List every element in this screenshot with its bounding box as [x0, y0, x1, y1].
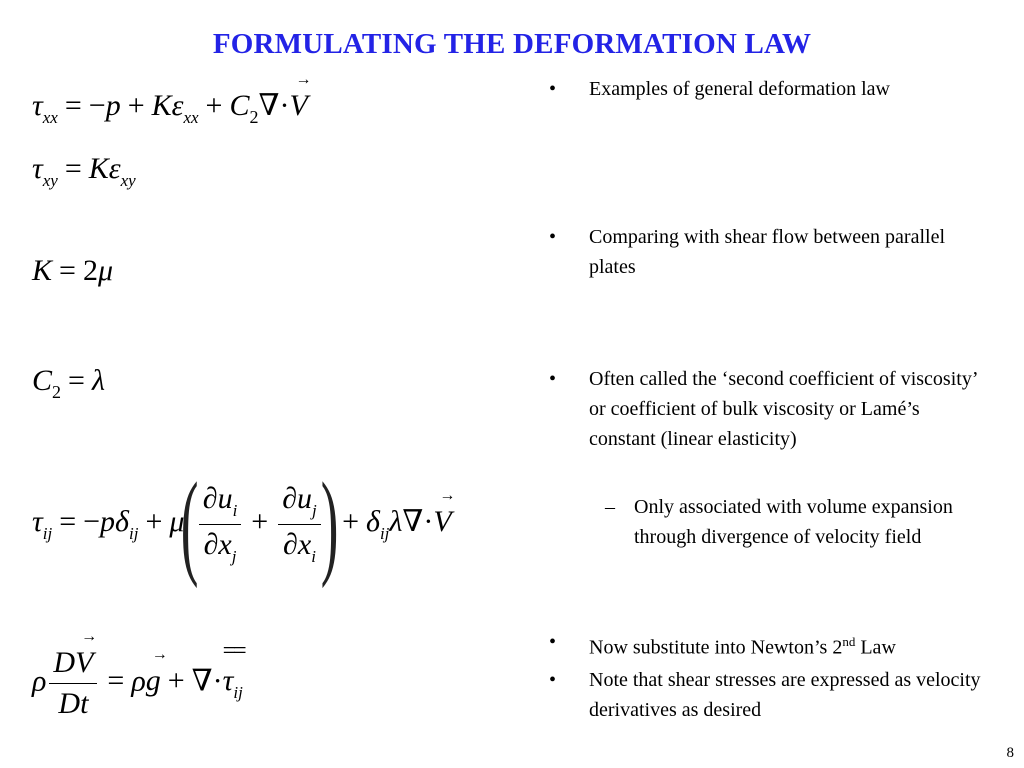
- eq-operator: ·: [423, 504, 434, 538]
- equation-normal-stress: [32, 88, 308, 128]
- partial-symbol: ∂: [203, 527, 219, 561]
- bullet-marker: •: [549, 669, 557, 691]
- eq-symbol: K: [32, 254, 53, 287]
- eq-symbol: τ: [32, 152, 43, 185]
- bullet-item: [549, 627, 1009, 663]
- eq-subscript: j: [312, 500, 317, 520]
- partial-symbol: ∂: [202, 481, 218, 515]
- fraction-dv-dt: [49, 646, 97, 721]
- page-number: 8: [1006, 745, 1014, 761]
- eq-subscript: ij: [379, 523, 390, 543]
- eq-operator: =: [64, 152, 82, 185]
- slide-title: FORMULATING THE DEFORMATION LAW: [212, 28, 812, 60]
- numerator: [278, 482, 321, 524]
- eq-symbol: ρ: [131, 664, 146, 698]
- eq-subscript: ij: [42, 523, 53, 543]
- bullet-text: Often called the ‘second coefficient of viscosity’ or coefficient of bulk viscosity or Lamé’s constant (linear elasticity): [589, 368, 977, 450]
- eq-symbol: τ: [222, 664, 234, 698]
- sub-bullet-marker: –: [605, 496, 615, 518]
- eq-symbol: C: [229, 89, 250, 122]
- eq-symbol: u: [217, 481, 233, 515]
- eq-symbol: λ: [389, 504, 403, 538]
- eq-subscript: ij: [129, 523, 139, 543]
- bullet-text: Comparing with shear flow between parallel plates: [589, 226, 945, 278]
- eq-symbol: x: [218, 527, 232, 561]
- bullet-item: [549, 364, 999, 454]
- bullet-marker: •: [549, 226, 557, 248]
- eq-subscript: i: [232, 500, 238, 520]
- ordinal-superscript: nd: [842, 634, 856, 649]
- denominator: [278, 524, 321, 567]
- bullet-item: [549, 665, 999, 725]
- equation-newtons-law: [32, 638, 244, 721]
- tensor-overbar: ==: [222, 638, 244, 665]
- eq-operator: =: [107, 664, 125, 698]
- eq-symbol: p: [105, 89, 121, 122]
- bullet-text: Note that shear stresses are expressed as velocity derivatives as desired: [589, 669, 981, 721]
- eq-symbol: τ: [32, 89, 43, 122]
- denominator: [199, 524, 242, 567]
- stress-tensor-symbol: [222, 638, 244, 703]
- eq-symbol: τ: [32, 504, 43, 538]
- eq-subscript: 2: [52, 382, 62, 402]
- velocity-vector: → V: [75, 646, 93, 680]
- eq-operator: +: [342, 504, 359, 538]
- bullet-text: [549, 627, 1009, 663]
- eq-symbol: λ: [91, 364, 105, 397]
- bullet-item: [549, 222, 989, 282]
- eq-symbol: ε: [108, 152, 121, 185]
- bullet-marker: •: [549, 368, 557, 390]
- eq-operator: ·: [212, 664, 223, 698]
- eq-symbol: ε: [171, 89, 184, 122]
- eq-operator: −: [88, 89, 106, 122]
- eq-operator: +: [145, 504, 163, 538]
- eq-operator: =: [68, 364, 85, 397]
- eq-subscript: xx: [42, 108, 58, 127]
- eq-operator: =: [64, 89, 82, 122]
- bullet-text-main: Now substitute into Newton’s 2: [589, 636, 843, 659]
- eq-symbol: K: [151, 89, 172, 122]
- eq-operator: =: [59, 254, 76, 287]
- eq-operator: +: [205, 89, 223, 122]
- eq-symbol: D: [53, 646, 76, 679]
- eq-symbol: K: [88, 152, 109, 185]
- partial-symbol: ∂: [283, 527, 298, 561]
- left-paren: (: [181, 458, 199, 589]
- eq-subscript: j: [231, 546, 237, 566]
- eq-operator: −: [83, 504, 101, 538]
- numerator: [49, 646, 97, 683]
- eq-operator: +: [127, 89, 145, 122]
- eq-symbol: x: [297, 527, 312, 561]
- eq-subscript: xx: [183, 108, 199, 127]
- denominator: Dt: [49, 683, 97, 721]
- bullet-text-tail: Law: [855, 636, 896, 659]
- equation-k-mu: [32, 254, 113, 288]
- eq-symbol: δ: [366, 504, 380, 538]
- numerator: [199, 482, 242, 524]
- fraction-dui-dxj: [199, 482, 242, 567]
- equation-shear-stress: [32, 152, 136, 191]
- eq-subscript: 2: [249, 107, 259, 127]
- eq-subscript: xy: [42, 171, 58, 190]
- gravity-vector: → g: [146, 664, 161, 698]
- eq-operator: +: [167, 664, 185, 698]
- nabla-symbol: ∇: [191, 664, 213, 698]
- right-paren: ): [320, 458, 339, 589]
- eq-operator: +: [251, 504, 269, 538]
- bullet-marker: •: [549, 78, 557, 100]
- bullet-marker: •: [549, 631, 557, 653]
- eq-symbol: ρ: [32, 664, 47, 698]
- partial-symbol: ∂: [282, 481, 298, 515]
- nabla-symbol: ∇: [258, 89, 280, 122]
- equation-c2-lambda: [32, 364, 105, 403]
- eq-subscript: xy: [120, 171, 136, 190]
- eq-symbol: μ: [169, 504, 185, 538]
- eq-operator: =: [59, 504, 77, 538]
- eq-symbol: δ: [115, 504, 129, 538]
- eq-operator: ·: [279, 89, 290, 122]
- eq-symbol: μ: [97, 254, 113, 287]
- bullet-text: Examples of general deformation law: [589, 78, 890, 100]
- sub-bullet-item: [605, 492, 1005, 552]
- eq-symbol: p: [100, 504, 116, 538]
- bullet-item: [549, 74, 989, 104]
- eq-number: 2: [82, 254, 98, 287]
- velocity-vector: → V: [433, 505, 451, 539]
- eq-symbol: u: [297, 481, 313, 515]
- fraction-duj-dxi: [278, 482, 321, 567]
- nabla-symbol: ∇: [402, 504, 424, 538]
- eq-subscript: i: [311, 546, 316, 566]
- velocity-vector: → V: [289, 89, 307, 123]
- eq-symbol: C: [32, 364, 53, 397]
- bullet-text: Only associated with volume expansion through divergence of velocity field: [634, 496, 953, 548]
- eq-subscript: ij: [233, 683, 243, 703]
- equation-stress-tensor: [32, 458, 452, 589]
